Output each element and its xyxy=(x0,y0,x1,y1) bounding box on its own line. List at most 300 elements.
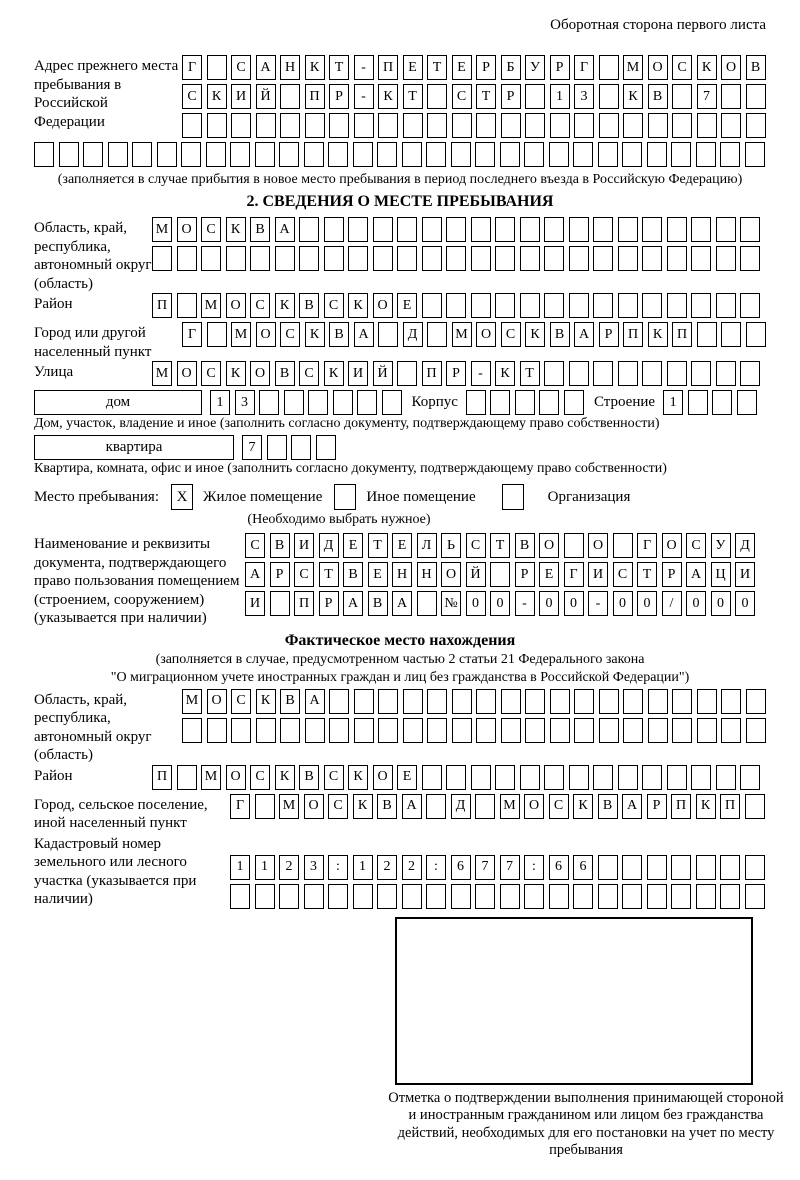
char-cell[interactable]: К xyxy=(623,84,643,109)
char-cell[interactable] xyxy=(716,361,736,386)
char-cell[interactable]: О xyxy=(524,794,544,819)
char-cell[interactable]: М xyxy=(500,794,520,819)
char-cell[interactable] xyxy=(642,246,662,271)
char-cell[interactable]: Т xyxy=(329,55,349,80)
char-cell[interactable]: Т xyxy=(403,84,423,109)
char-cell[interactable] xyxy=(329,718,349,743)
char-cell[interactable] xyxy=(525,113,545,138)
char-cell[interactable] xyxy=(426,884,446,909)
char-cell[interactable]: С xyxy=(324,765,344,790)
char-cell[interactable]: С xyxy=(280,322,300,347)
char-cell[interactable] xyxy=(59,142,79,167)
char-cell[interactable] xyxy=(324,246,344,271)
char-cell[interactable] xyxy=(691,293,711,318)
char-cell[interactable]: П xyxy=(422,361,442,386)
char-cell[interactable] xyxy=(182,113,202,138)
char-cell[interactable] xyxy=(446,293,466,318)
char-cell[interactable] xyxy=(377,142,397,167)
char-cell[interactable]: 3 xyxy=(574,84,594,109)
char-cell[interactable] xyxy=(255,884,275,909)
char-cell[interactable]: К xyxy=(525,322,545,347)
char-cell[interactable]: О xyxy=(373,293,393,318)
char-cell[interactable]: Е xyxy=(397,293,417,318)
char-cell[interactable]: Т xyxy=(319,562,339,587)
char-cell[interactable] xyxy=(256,113,276,138)
char-cell[interactable]: В xyxy=(280,689,300,714)
char-cell[interactable] xyxy=(226,246,246,271)
char-cell[interactable]: П xyxy=(720,794,740,819)
char-cell[interactable] xyxy=(574,113,594,138)
char-cell[interactable]: К xyxy=(275,293,295,318)
char-cell[interactable] xyxy=(618,765,638,790)
char-cell[interactable] xyxy=(623,718,643,743)
char-cell[interactable] xyxy=(207,718,227,743)
char-cell[interactable] xyxy=(500,142,520,167)
char-cell[interactable]: А xyxy=(305,689,325,714)
char-cell[interactable] xyxy=(573,142,593,167)
char-cell[interactable] xyxy=(354,113,374,138)
char-cell[interactable]: - xyxy=(354,55,374,80)
char-cell[interactable]: О xyxy=(539,533,559,558)
char-cell[interactable] xyxy=(745,794,765,819)
char-cell[interactable]: 2 xyxy=(402,855,422,880)
char-cell[interactable] xyxy=(613,533,633,558)
char-cell[interactable] xyxy=(417,591,437,616)
char-cell[interactable] xyxy=(544,765,564,790)
char-cell[interactable] xyxy=(402,142,422,167)
char-cell[interactable]: О xyxy=(207,689,227,714)
char-cell[interactable]: Н xyxy=(417,562,437,587)
char-cell[interactable]: П xyxy=(152,765,172,790)
zhiloe-checkbox[interactable]: X xyxy=(171,484,193,510)
char-cell[interactable]: Р xyxy=(270,562,290,587)
char-cell[interactable] xyxy=(740,361,760,386)
char-cell[interactable] xyxy=(667,217,687,242)
char-cell[interactable] xyxy=(598,855,618,880)
char-cell[interactable] xyxy=(525,84,545,109)
char-cell[interactable] xyxy=(740,765,760,790)
char-cell[interactable]: С xyxy=(231,689,251,714)
char-cell[interactable]: Г xyxy=(564,562,584,587)
char-cell[interactable] xyxy=(354,718,374,743)
char-cell[interactable] xyxy=(256,718,276,743)
char-cell[interactable]: К xyxy=(648,322,668,347)
char-cell[interactable] xyxy=(348,217,368,242)
char-cell[interactable] xyxy=(501,113,521,138)
char-cell[interactable] xyxy=(280,718,300,743)
char-cell[interactable] xyxy=(618,293,638,318)
char-cell[interactable]: В xyxy=(343,562,363,587)
char-cell[interactable]: 1 xyxy=(353,855,373,880)
char-cell[interactable]: К xyxy=(573,794,593,819)
char-cell[interactable]: Р xyxy=(662,562,682,587)
char-cell[interactable] xyxy=(255,794,275,819)
char-cell[interactable]: В xyxy=(377,794,397,819)
char-cell[interactable] xyxy=(539,390,559,415)
char-cell[interactable] xyxy=(672,113,692,138)
char-cell[interactable]: О xyxy=(476,322,496,347)
char-cell[interactable] xyxy=(716,246,736,271)
char-cell[interactable] xyxy=(132,142,152,167)
char-cell[interactable] xyxy=(259,390,279,415)
char-cell[interactable] xyxy=(688,390,708,415)
char-cell[interactable] xyxy=(593,246,613,271)
char-cell[interactable]: В xyxy=(746,55,766,80)
char-cell[interactable] xyxy=(354,689,374,714)
char-cell[interactable]: Р xyxy=(550,55,570,80)
char-cell[interactable] xyxy=(642,765,662,790)
char-cell[interactable] xyxy=(550,113,570,138)
char-cell[interactable] xyxy=(255,142,275,167)
char-cell[interactable]: А xyxy=(402,794,422,819)
char-cell[interactable] xyxy=(490,562,510,587)
char-cell[interactable] xyxy=(574,689,594,714)
char-cell[interactable]: 6 xyxy=(451,855,471,880)
char-cell[interactable]: С xyxy=(245,533,265,558)
char-cell[interactable]: - xyxy=(588,591,608,616)
char-cell[interactable]: 0 xyxy=(539,591,559,616)
char-cell[interactable] xyxy=(329,689,349,714)
char-cell[interactable]: М xyxy=(452,322,472,347)
char-cell[interactable] xyxy=(549,884,569,909)
char-cell[interactable]: 0 xyxy=(686,591,706,616)
char-cell[interactable]: С xyxy=(452,84,472,109)
char-cell[interactable] xyxy=(305,113,325,138)
char-cell[interactable] xyxy=(623,113,643,138)
char-cell[interactable]: 3 xyxy=(235,390,255,415)
char-cell[interactable]: О xyxy=(304,794,324,819)
char-cell[interactable]: М xyxy=(201,293,221,318)
char-cell[interactable]: В xyxy=(275,361,295,386)
char-cell[interactable] xyxy=(569,765,589,790)
char-cell[interactable]: 6 xyxy=(549,855,569,880)
char-cell[interactable]: - xyxy=(515,591,535,616)
char-cell[interactable] xyxy=(353,142,373,167)
char-cell[interactable]: 0 xyxy=(490,591,510,616)
char-cell[interactable] xyxy=(280,84,300,109)
char-cell[interactable]: К xyxy=(696,794,716,819)
char-cell[interactable] xyxy=(647,884,667,909)
char-cell[interactable]: 7 xyxy=(242,435,262,460)
char-cell[interactable] xyxy=(177,246,197,271)
char-cell[interactable] xyxy=(475,142,495,167)
char-cell[interactable]: В xyxy=(368,591,388,616)
char-cell[interactable] xyxy=(740,293,760,318)
char-cell[interactable] xyxy=(671,142,691,167)
char-cell[interactable]: О xyxy=(721,55,741,80)
char-cell[interactable] xyxy=(697,689,717,714)
char-cell[interactable]: О xyxy=(256,322,276,347)
char-cell[interactable]: Й xyxy=(256,84,276,109)
char-cell[interactable] xyxy=(569,293,589,318)
char-cell[interactable] xyxy=(304,884,324,909)
char-cell[interactable] xyxy=(667,293,687,318)
char-cell[interactable] xyxy=(397,361,417,386)
char-cell[interactable] xyxy=(328,142,348,167)
char-cell[interactable] xyxy=(378,322,398,347)
char-cell[interactable] xyxy=(593,361,613,386)
char-cell[interactable] xyxy=(378,718,398,743)
char-cell[interactable] xyxy=(270,591,290,616)
char-cell[interactable]: О xyxy=(588,533,608,558)
char-cell[interactable]: К xyxy=(378,84,398,109)
char-cell[interactable] xyxy=(716,217,736,242)
char-cell[interactable] xyxy=(267,435,287,460)
char-cell[interactable] xyxy=(520,293,540,318)
char-cell[interactable]: И xyxy=(231,84,251,109)
char-cell[interactable] xyxy=(569,217,589,242)
char-cell[interactable]: О xyxy=(373,765,393,790)
char-cell[interactable]: Е xyxy=(392,533,412,558)
char-cell[interactable]: С xyxy=(250,765,270,790)
char-cell[interactable]: Р xyxy=(319,591,339,616)
char-cell[interactable]: К xyxy=(348,293,368,318)
char-cell[interactable]: 3 xyxy=(304,855,324,880)
char-cell[interactable] xyxy=(720,855,740,880)
char-cell[interactable] xyxy=(691,217,711,242)
char-cell[interactable] xyxy=(495,293,515,318)
char-cell[interactable] xyxy=(495,217,515,242)
char-cell[interactable]: Ц xyxy=(711,562,731,587)
char-cell[interactable] xyxy=(598,884,618,909)
char-cell[interactable] xyxy=(427,84,447,109)
char-cell[interactable]: К xyxy=(495,361,515,386)
char-cell[interactable] xyxy=(691,246,711,271)
char-cell[interactable] xyxy=(422,293,442,318)
char-cell[interactable]: А xyxy=(686,562,706,587)
char-cell[interactable] xyxy=(500,884,520,909)
char-cell[interactable] xyxy=(304,142,324,167)
char-cell[interactable] xyxy=(475,884,495,909)
char-cell[interactable]: В xyxy=(598,794,618,819)
char-cell[interactable] xyxy=(520,217,540,242)
char-cell[interactable]: А xyxy=(275,217,295,242)
char-cell[interactable]: Д xyxy=(451,794,471,819)
char-cell[interactable]: С xyxy=(324,293,344,318)
char-cell[interactable] xyxy=(324,217,344,242)
char-cell[interactable] xyxy=(207,55,227,80)
char-cell[interactable] xyxy=(691,361,711,386)
char-cell[interactable] xyxy=(520,765,540,790)
char-cell[interactable]: Р xyxy=(329,84,349,109)
char-cell[interactable] xyxy=(746,718,766,743)
char-cell[interactable]: В xyxy=(550,322,570,347)
char-cell[interactable] xyxy=(745,855,765,880)
char-cell[interactable]: Р xyxy=(476,55,496,80)
char-cell[interactable]: С xyxy=(294,562,314,587)
char-cell[interactable] xyxy=(152,246,172,271)
dom-field[interactable]: дом xyxy=(34,390,202,415)
char-cell[interactable] xyxy=(599,689,619,714)
char-cell[interactable] xyxy=(647,855,667,880)
char-cell[interactable]: Й xyxy=(466,562,486,587)
char-cell[interactable]: Р xyxy=(599,322,619,347)
char-cell[interactable] xyxy=(671,884,691,909)
char-cell[interactable] xyxy=(329,113,349,138)
char-cell[interactable]: С xyxy=(328,794,348,819)
char-cell[interactable] xyxy=(177,765,197,790)
char-cell[interactable] xyxy=(564,390,584,415)
char-cell[interactable] xyxy=(284,390,304,415)
char-cell[interactable]: К xyxy=(275,765,295,790)
char-cell[interactable]: К xyxy=(305,322,325,347)
char-cell[interactable] xyxy=(642,217,662,242)
char-cell[interactable] xyxy=(108,142,128,167)
char-cell[interactable]: : xyxy=(426,855,446,880)
char-cell[interactable]: И xyxy=(245,591,265,616)
char-cell[interactable] xyxy=(451,142,471,167)
char-cell[interactable] xyxy=(181,142,201,167)
char-cell[interactable]: А xyxy=(574,322,594,347)
char-cell[interactable] xyxy=(230,884,250,909)
char-cell[interactable] xyxy=(382,390,402,415)
char-cell[interactable]: Г xyxy=(574,55,594,80)
char-cell[interactable]: 2 xyxy=(279,855,299,880)
char-cell[interactable] xyxy=(672,718,692,743)
char-cell[interactable] xyxy=(544,246,564,271)
char-cell[interactable]: С xyxy=(250,293,270,318)
char-cell[interactable] xyxy=(696,884,716,909)
char-cell[interactable]: : xyxy=(328,855,348,880)
char-cell[interactable]: Г xyxy=(182,322,202,347)
char-cell[interactable] xyxy=(348,246,368,271)
char-cell[interactable]: П xyxy=(294,591,314,616)
inoe-checkbox[interactable] xyxy=(334,484,356,510)
char-cell[interactable] xyxy=(397,217,417,242)
char-cell[interactable]: А xyxy=(245,562,265,587)
char-cell[interactable] xyxy=(599,718,619,743)
char-cell[interactable]: Д xyxy=(735,533,755,558)
char-cell[interactable] xyxy=(667,246,687,271)
char-cell[interactable] xyxy=(716,765,736,790)
char-cell[interactable] xyxy=(333,390,353,415)
char-cell[interactable] xyxy=(746,113,766,138)
char-cell[interactable] xyxy=(426,794,446,819)
char-cell[interactable]: С xyxy=(613,562,633,587)
char-cell[interactable] xyxy=(475,794,495,819)
char-cell[interactable]: П xyxy=(378,55,398,80)
char-cell[interactable] xyxy=(157,142,177,167)
char-cell[interactable]: 7 xyxy=(475,855,495,880)
char-cell[interactable] xyxy=(593,765,613,790)
char-cell[interactable] xyxy=(623,689,643,714)
char-cell[interactable]: : xyxy=(524,855,544,880)
char-cell[interactable] xyxy=(291,435,311,460)
char-cell[interactable] xyxy=(697,322,717,347)
char-cell[interactable] xyxy=(564,533,584,558)
char-cell[interactable] xyxy=(720,884,740,909)
char-cell[interactable] xyxy=(573,884,593,909)
char-cell[interactable] xyxy=(299,246,319,271)
char-cell[interactable] xyxy=(746,84,766,109)
char-cell[interactable]: О xyxy=(441,562,461,587)
char-cell[interactable] xyxy=(427,113,447,138)
char-cell[interactable]: О xyxy=(662,533,682,558)
char-cell[interactable] xyxy=(275,246,295,271)
char-cell[interactable] xyxy=(648,718,668,743)
char-cell[interactable] xyxy=(207,113,227,138)
char-cell[interactable]: О xyxy=(648,55,668,80)
char-cell[interactable] xyxy=(446,246,466,271)
char-cell[interactable]: Р xyxy=(647,794,667,819)
char-cell[interactable] xyxy=(740,217,760,242)
char-cell[interactable]: А xyxy=(622,794,642,819)
char-cell[interactable]: Р xyxy=(501,84,521,109)
char-cell[interactable] xyxy=(471,293,491,318)
char-cell[interactable] xyxy=(549,142,569,167)
char-cell[interactable] xyxy=(721,84,741,109)
char-cell[interactable]: В xyxy=(329,322,349,347)
char-cell[interactable]: С xyxy=(201,361,221,386)
char-cell[interactable] xyxy=(422,246,442,271)
char-cell[interactable]: Т xyxy=(637,562,657,587)
char-cell[interactable]: 1 xyxy=(255,855,275,880)
char-cell[interactable] xyxy=(280,113,300,138)
char-cell[interactable]: О xyxy=(226,765,246,790)
char-cell[interactable] xyxy=(403,113,423,138)
char-cell[interactable] xyxy=(648,113,668,138)
char-cell[interactable] xyxy=(721,689,741,714)
char-cell[interactable]: А xyxy=(392,591,412,616)
char-cell[interactable]: - xyxy=(471,361,491,386)
char-cell[interactable] xyxy=(544,293,564,318)
char-cell[interactable] xyxy=(599,84,619,109)
char-cell[interactable] xyxy=(618,217,638,242)
char-cell[interactable] xyxy=(299,217,319,242)
char-cell[interactable] xyxy=(671,855,691,880)
char-cell[interactable]: С xyxy=(466,533,486,558)
char-cell[interactable]: К xyxy=(207,84,227,109)
char-cell[interactable] xyxy=(622,855,642,880)
char-cell[interactable] xyxy=(622,142,642,167)
char-cell[interactable]: 0 xyxy=(735,591,755,616)
char-cell[interactable] xyxy=(599,55,619,80)
char-cell[interactable]: А xyxy=(256,55,276,80)
char-cell[interactable] xyxy=(279,142,299,167)
char-cell[interactable]: И xyxy=(588,562,608,587)
char-cell[interactable]: Г xyxy=(230,794,250,819)
char-cell[interactable]: 0 xyxy=(564,591,584,616)
char-cell[interactable] xyxy=(647,142,667,167)
char-cell[interactable] xyxy=(182,718,202,743)
char-cell[interactable] xyxy=(569,246,589,271)
char-cell[interactable]: С xyxy=(501,322,521,347)
char-cell[interactable] xyxy=(476,718,496,743)
char-cell[interactable] xyxy=(427,689,447,714)
char-cell[interactable] xyxy=(427,322,447,347)
char-cell[interactable]: С xyxy=(672,55,692,80)
char-cell[interactable] xyxy=(691,765,711,790)
char-cell[interactable] xyxy=(696,855,716,880)
char-cell[interactable]: О xyxy=(250,361,270,386)
char-cell[interactable]: И xyxy=(294,533,314,558)
char-cell[interactable]: М xyxy=(623,55,643,80)
char-cell[interactable]: С xyxy=(231,55,251,80)
char-cell[interactable] xyxy=(207,322,227,347)
char-cell[interactable] xyxy=(403,718,423,743)
char-cell[interactable] xyxy=(712,390,732,415)
stamp-area[interactable] xyxy=(395,917,753,1085)
char-cell[interactable] xyxy=(520,246,540,271)
char-cell[interactable] xyxy=(231,718,251,743)
char-cell[interactable]: Е xyxy=(368,562,388,587)
char-cell[interactable]: В xyxy=(299,293,319,318)
char-cell[interactable] xyxy=(648,689,668,714)
char-cell[interactable] xyxy=(672,84,692,109)
char-cell[interactable] xyxy=(230,142,250,167)
char-cell[interactable] xyxy=(328,884,348,909)
char-cell[interactable] xyxy=(476,689,496,714)
